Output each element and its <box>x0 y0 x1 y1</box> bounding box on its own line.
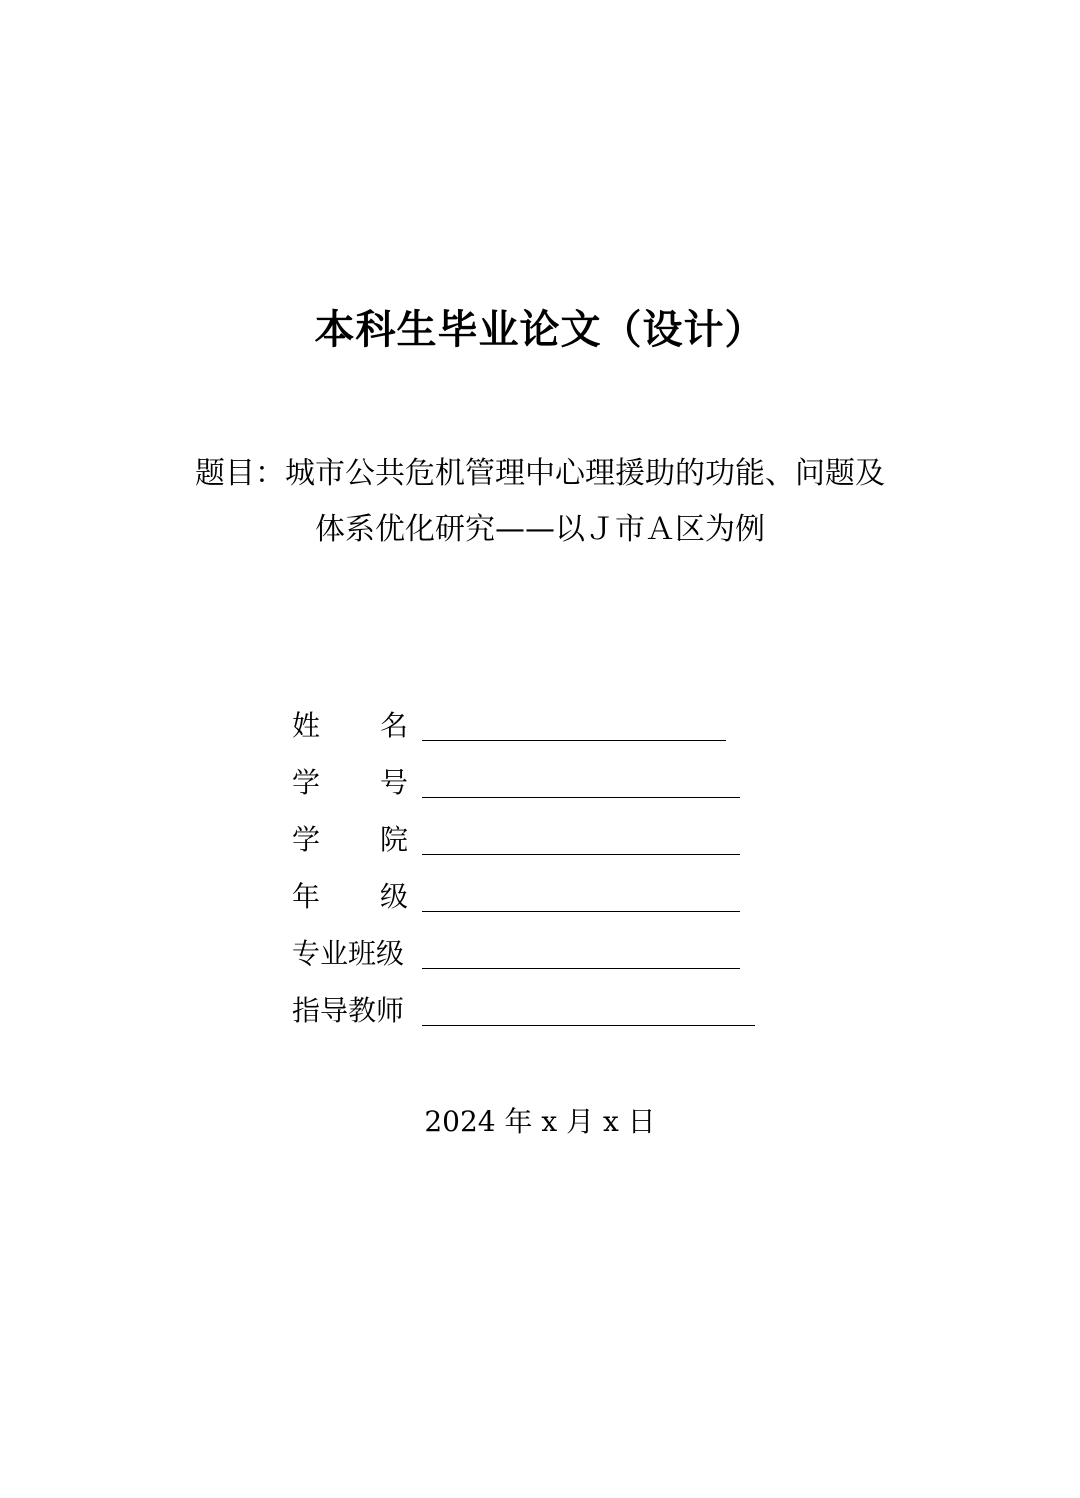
field-row-name <box>292 698 772 755</box>
field-label-char: 号 <box>379 766 408 799</box>
field-label-college <box>292 820 408 860</box>
field-row-college <box>292 812 772 869</box>
field-label-char: 名 <box>379 709 408 742</box>
field-label-grade <box>292 877 408 917</box>
student-info-fields <box>292 698 772 1040</box>
field-label-char: 院 <box>379 823 408 856</box>
major-class-blank-line[interactable] <box>422 968 740 969</box>
field-label-char: 学 <box>292 766 321 799</box>
field-row-student-id <box>292 755 772 812</box>
field-label-name <box>292 706 408 746</box>
advisor-blank-line[interactable] <box>422 1025 755 1026</box>
student-id-blank-line[interactable] <box>422 797 740 798</box>
submission-date: 2024 年 x 月 x 日 <box>424 1105 656 1138</box>
document-heading: 本科生毕业论文（设计） <box>314 306 766 353</box>
grade-blank-line[interactable] <box>422 911 740 912</box>
field-row-advisor <box>292 983 772 1040</box>
field-row-major-class <box>292 926 772 983</box>
thesis-title-line-1: 题目：城市公共危机管理中心理援助的功能、问题及 <box>195 456 885 491</box>
field-row-grade <box>292 869 772 926</box>
thesis-title <box>150 446 930 558</box>
field-label-char: 年 <box>292 880 321 913</box>
name-blank-line[interactable] <box>422 740 726 741</box>
field-label-advisor: 指导教师 <box>292 994 405 1027</box>
thesis-title-line-2: 体系优化研究——以Ｊ市Ａ区为例 <box>315 512 765 547</box>
field-label-char: 姓 <box>292 709 321 742</box>
college-blank-line[interactable] <box>422 854 740 855</box>
field-label-char: 级 <box>379 880 408 913</box>
field-label-major-class: 专业班级 <box>292 937 405 970</box>
field-label-student-id <box>292 763 408 803</box>
field-label-char: 学 <box>292 823 321 856</box>
